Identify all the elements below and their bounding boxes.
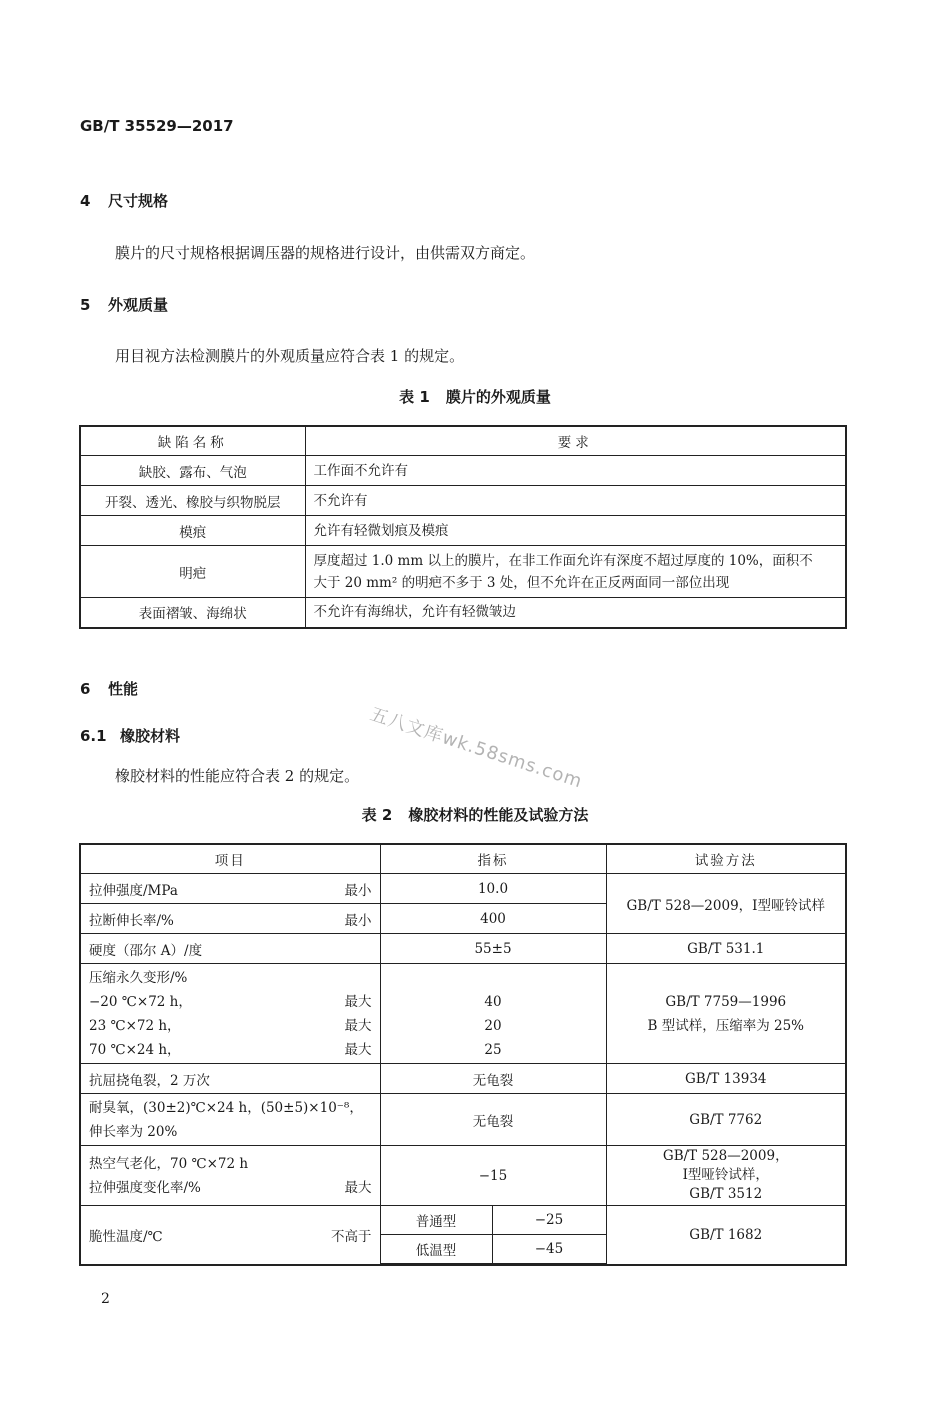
- standard-number: GB/T 35529—2017: [80, 117, 234, 135]
- value-cell: −45: [492, 1235, 606, 1265]
- section-number: 6: [80, 680, 91, 698]
- requirement-line: 厚度超过 1.0 mm 以上的膜片，在非工作面允许有深度不超过厚度的 10%，面积不: [313, 552, 813, 569]
- item-cell: [80, 874, 380, 904]
- item-line: 耐臭氧，(30±2)℃×24 h，(50±5)×10⁻⁸，: [89, 1099, 363, 1116]
- type-cell: 普通型: [380, 1206, 492, 1235]
- method-cell: GB/T 531.1: [606, 934, 846, 964]
- limit-label: 最大: [344, 993, 372, 1010]
- value-cell: 10.0: [380, 874, 606, 904]
- value-cell: −15: [380, 1146, 606, 1206]
- item-line: 伸长率为 20%: [89, 1123, 178, 1140]
- value-line: 25: [484, 1041, 502, 1058]
- value-cell: −25: [492, 1206, 606, 1235]
- table-row: [80, 516, 846, 546]
- table-row: [80, 964, 846, 1064]
- table-header-row: [80, 426, 846, 456]
- value-cell: 55±5: [380, 934, 606, 964]
- item-line: 拉伸强度变化率/%: [89, 1179, 201, 1196]
- defect-cell: 表面褶皱、海绵状: [80, 598, 305, 628]
- requirement-cell: 工作面不允许有: [305, 456, 846, 486]
- column-header: 试验方法: [606, 844, 846, 874]
- requirement-cell: 允许有轻微划痕及模痕: [305, 516, 846, 546]
- defect-cell: 开裂、透光、橡胶与织物脱层: [80, 486, 305, 516]
- requirement-cell: [305, 546, 846, 598]
- condition-label: −20 ℃×72 h，: [89, 993, 192, 1010]
- caption-title: 膜片的外观质量: [445, 388, 551, 406]
- condition-label: 70 ℃×24 h，: [89, 1041, 181, 1058]
- section-title: 橡胶材料: [120, 727, 181, 745]
- method-cell: GB/T 7762: [606, 1094, 846, 1146]
- requirement-cell: 不允许有: [305, 486, 846, 516]
- section-number: 5: [80, 296, 91, 314]
- value-line: 20: [484, 1017, 502, 1034]
- item-cell: [80, 1094, 380, 1146]
- watermark-text: 五八文库wk.58sms.com: [367, 703, 586, 793]
- table-header-row: [80, 844, 846, 874]
- table-row: [80, 874, 846, 904]
- type-cell: 低温型: [380, 1235, 492, 1265]
- column-header: 项目: [80, 844, 380, 874]
- value-cell: 无龟裂: [380, 1064, 606, 1094]
- method-cell: GB/T 13934: [606, 1064, 846, 1094]
- method-line: Ⅰ型哑铃试样，: [682, 1167, 769, 1183]
- method-cell: GB/T 528—2009，Ⅰ型哑铃试样: [606, 874, 846, 934]
- item-label: 拉断伸长率/%: [89, 912, 174, 929]
- value-cell: 400: [380, 904, 606, 934]
- limit-label: 最小: [344, 882, 372, 899]
- table-row: [80, 456, 846, 486]
- column-header: 指标: [380, 844, 606, 874]
- table-row: [80, 1146, 846, 1206]
- section-number: 4: [80, 192, 91, 210]
- item-cell: [80, 964, 380, 1064]
- item-cell: 硬度（邵尔 A）/度: [80, 934, 380, 964]
- section-6-1-text: 橡胶材料的性能应符合表 2 的规定。: [115, 767, 360, 785]
- table-row: [80, 1094, 846, 1146]
- section-4-text: 膜片的尺寸规格根据调压器的规格进行设计，由供需双方商定。: [115, 244, 536, 262]
- section-title: 性能: [108, 680, 139, 698]
- table-row: [80, 598, 846, 628]
- method-line: GB/T 528—2009，: [662, 1148, 789, 1164]
- defect-cell: 模痕: [80, 516, 305, 546]
- section-title: 外观质量: [108, 296, 169, 314]
- table-row: [80, 934, 846, 964]
- condition-label: 23 ℃×72 h，: [89, 1017, 181, 1034]
- item-label: 压缩永久变形/%: [89, 969, 188, 986]
- item-cell: [80, 1146, 380, 1206]
- defect-cell: 明疤: [80, 546, 305, 598]
- page-number: 2: [101, 1291, 110, 1307]
- limit-label: 不高于: [331, 1228, 372, 1245]
- section-title: 尺寸规格: [108, 192, 169, 210]
- item-cell: [80, 1206, 380, 1265]
- value-cell: 无龟裂: [380, 1094, 606, 1146]
- method-cell: [606, 964, 846, 1064]
- table-2-caption: [0, 804, 950, 825]
- table-2-rubber-properties: [79, 843, 847, 1266]
- caption-number: 表 1: [399, 388, 430, 406]
- table-row: [80, 546, 846, 598]
- method-cell: GB/T 1682: [606, 1206, 846, 1265]
- method-line: GB/T 3512: [689, 1186, 763, 1202]
- method-line: B 型试样，压缩率为 25%: [647, 1017, 804, 1034]
- item-label: 拉伸强度/MPa: [89, 882, 178, 899]
- caption-title: 橡胶材料的性能及试验方法: [408, 806, 589, 824]
- method-cell: [606, 1146, 846, 1206]
- section-4-heading: [80, 190, 168, 211]
- value-cell: [380, 964, 606, 1064]
- limit-label: 最大: [344, 1179, 372, 1196]
- column-header: 缺陷名称: [80, 426, 305, 456]
- limit-label: 最小: [344, 912, 372, 929]
- item-cell: [80, 904, 380, 934]
- section-6-heading: [80, 678, 138, 699]
- item-label: 脆性温度/℃: [89, 1228, 163, 1245]
- value-line: 40: [484, 993, 502, 1010]
- column-header: 要求: [305, 426, 846, 456]
- defect-cell: 缺胶、露布、气泡: [80, 456, 305, 486]
- table-1-caption: [0, 386, 950, 407]
- section-number: 6.1: [80, 727, 107, 745]
- section-5-text: 用目视方法检测膜片的外观质量应符合表 1 的规定。: [115, 347, 465, 365]
- caption-number: 表 2: [361, 806, 393, 824]
- item-line: 热空气老化，70 ℃×72 h: [89, 1155, 249, 1172]
- limit-label: 最大: [344, 1041, 372, 1058]
- limit-label: 最大: [344, 1017, 372, 1034]
- table-1-appearance-quality: [79, 425, 847, 629]
- table-row: [80, 1064, 846, 1094]
- table-row: [80, 486, 846, 516]
- item-cell: 抗屈挠龟裂，2 万次: [80, 1064, 380, 1094]
- section-5-heading: [80, 294, 168, 315]
- requirement-line: 大于 20 mm² 的明疤不多于 3 处，但不允许在正反两面同一部位出现: [313, 574, 730, 591]
- requirement-cell: 不允许有海绵状，允许有轻微皱边: [305, 598, 846, 628]
- method-line: GB/T 7759—1996: [665, 993, 787, 1010]
- table-row: [80, 1206, 846, 1235]
- section-6-1-heading: [80, 725, 180, 746]
